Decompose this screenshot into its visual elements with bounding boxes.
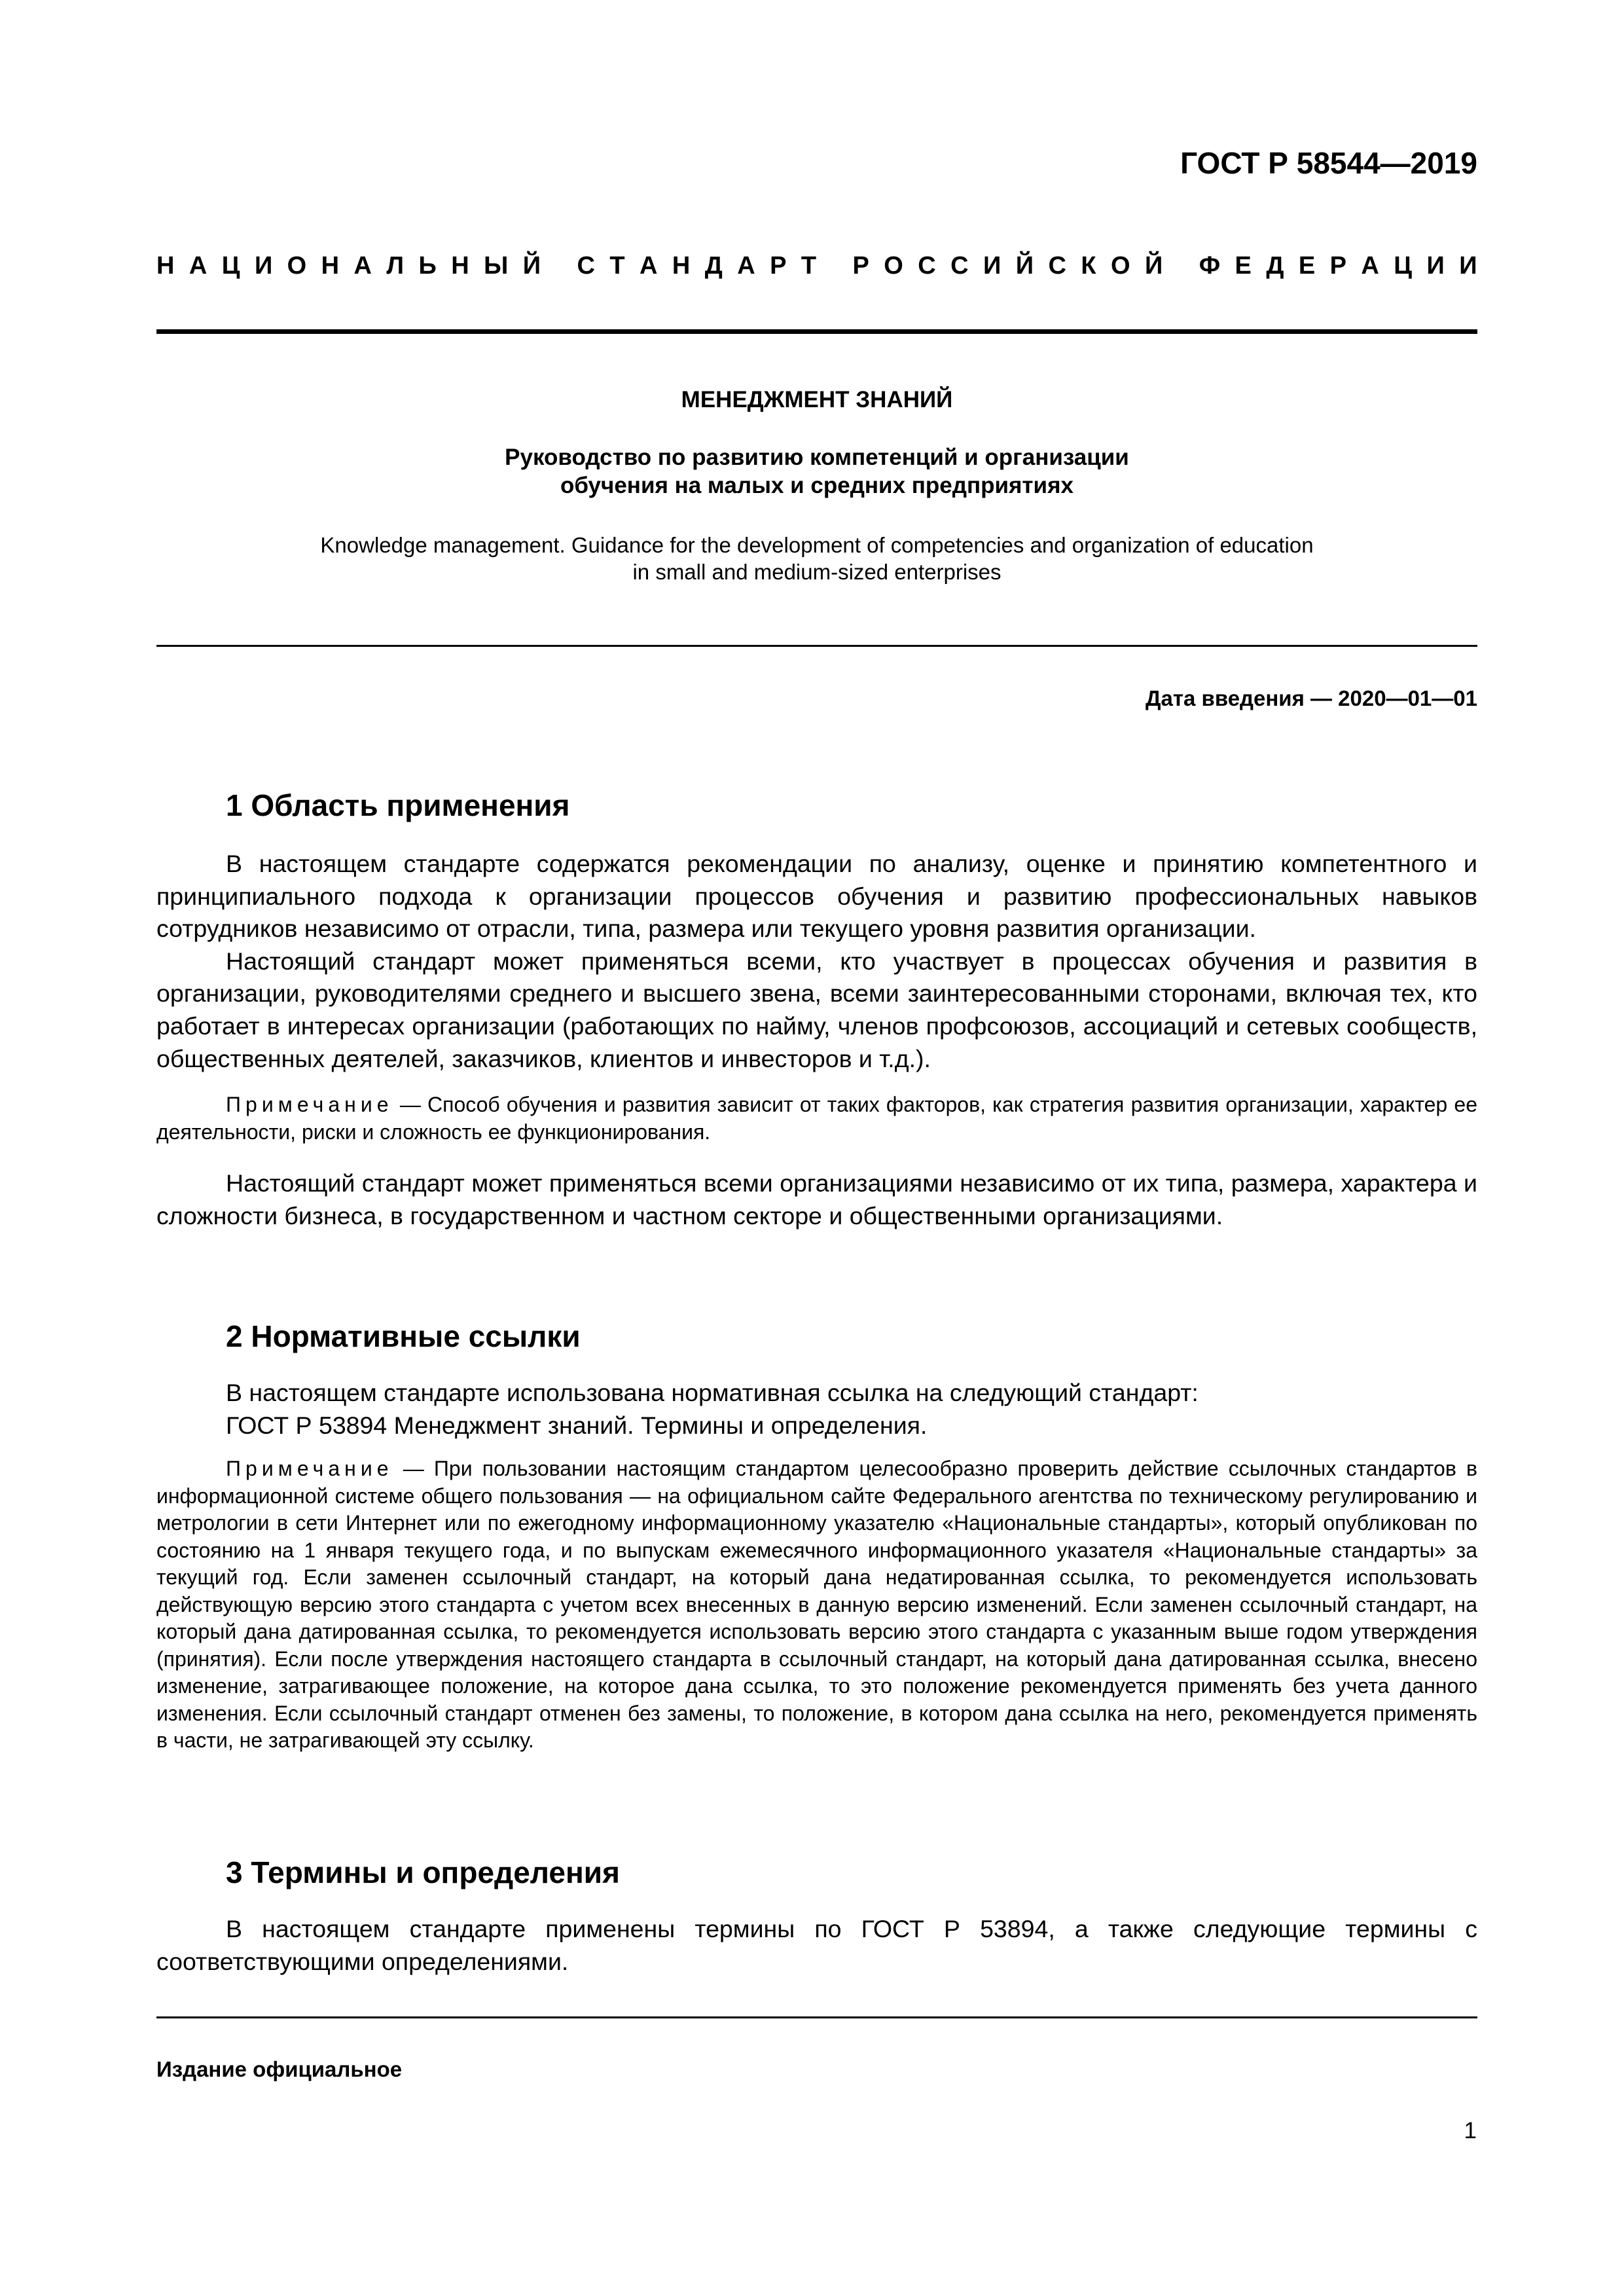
title-letter: И xyxy=(254,252,273,280)
document-number: ГОСТ Р 58544—2019 xyxy=(1180,146,1477,180)
title-letter: А xyxy=(189,252,208,280)
title-letter: Й xyxy=(1015,252,1034,280)
title-letter: Ц xyxy=(221,252,240,280)
section-3-paragraph-1: В настоящем стандарте применены термины по ГОСТ Р 53894, а также следующие термины с соответствующими определениями. xyxy=(156,1915,1477,1975)
title-letter: Д xyxy=(1266,252,1284,280)
title-letter: Н xyxy=(321,252,340,280)
title-letter: Й xyxy=(1144,252,1163,280)
footer-rule xyxy=(156,2016,1477,2018)
section-1-note xyxy=(156,1091,1477,1146)
section-1-paragraph-2: Настоящий стандарт может применяться всеми, кто участвует в процессах обучения и развития в организации, руководителями среднего и высшего звена, всеми заинтересованными сторонами, включая тех, кто работает в интересах организации (работающих по найму, членов профсоюзов, ассоциаций и сетевых сообществ, общественных деятелей, заказчиков, клиентов и инвесторов и т.д.). xyxy=(156,947,1477,1072)
note-label: Примечание xyxy=(226,1457,393,1480)
title-letter: И xyxy=(983,252,1001,280)
title-letter: О xyxy=(884,252,903,280)
page-number: 1 xyxy=(1464,2118,1477,2143)
title-letter: Й xyxy=(522,252,541,280)
title-letter: Т xyxy=(609,252,625,280)
title-letter: Н xyxy=(672,252,691,280)
title-letter: Р xyxy=(770,252,787,280)
section-2-paragraph-1: В настоящем стандарте использована нормативная ссылка на следующий стандарт: xyxy=(226,1379,1199,1406)
title-letter: Ы xyxy=(484,252,509,280)
title-letter: С xyxy=(577,252,595,280)
official-edition-label: Издание официальное xyxy=(156,2057,403,2081)
title-letter: О xyxy=(287,252,307,280)
title-letter: Е xyxy=(1235,252,1252,280)
section-3-heading: 3 Термины и определения xyxy=(226,1855,620,1889)
title-letter: А xyxy=(639,252,658,280)
section-3-body xyxy=(156,1913,1477,1978)
title-space xyxy=(1178,253,1185,278)
title-letter: Ф xyxy=(1199,252,1221,280)
section-1-paragraph-3: Настоящий стандарт может применяться всеми организациями независимо от их типа, размера, характера и сложности бизнеса, в государственном и частном секторе и общественными организациями. xyxy=(156,1169,1477,1230)
title-letter: К xyxy=(1081,252,1096,280)
section-1-body-2 xyxy=(156,1167,1477,1232)
title-letter: С xyxy=(918,252,936,280)
standard-title: МЕНЕДЖМЕНТ ЗНАНИЙ xyxy=(681,387,953,412)
title-letter: С xyxy=(1048,252,1066,280)
title-letter: И xyxy=(1426,252,1445,280)
title-letter: Ь xyxy=(418,252,437,280)
title-space xyxy=(831,253,839,278)
subtitle-en-line-2: in small and medium-sized enterprises xyxy=(632,560,1001,585)
title-letter: Т xyxy=(801,252,817,280)
title-letter: О xyxy=(1110,252,1130,280)
title-letter: Л xyxy=(386,252,405,280)
section-1-body xyxy=(156,848,1477,1075)
title-letter: Н xyxy=(451,252,469,280)
subtitle-ru-line-1: Руководство по развитию компетенций и организации xyxy=(505,445,1129,470)
title-rule xyxy=(156,645,1477,647)
title-letter: А xyxy=(1361,252,1379,280)
section-2-reference: ГОСТ Р 53894 Менеджмент знаний. Термины и определения. xyxy=(226,1411,928,1439)
title-letter: Ц xyxy=(1394,252,1413,280)
standard-subtitle-ru xyxy=(156,444,1477,500)
introduction-date: Дата введения — 2020—01—01 xyxy=(1146,686,1477,710)
header-rule xyxy=(156,329,1477,334)
title-letter: Д xyxy=(704,252,723,280)
title-letter: С xyxy=(950,252,969,280)
title-letter: А xyxy=(353,252,372,280)
title-letter: Е xyxy=(1298,252,1316,280)
standard-subtitle-en xyxy=(156,532,1477,586)
subtitle-ru-line-2: обучения на малых и средних предприятиях xyxy=(560,472,1074,498)
section-2-note xyxy=(156,1455,1477,1755)
title-letter: Р xyxy=(852,252,869,280)
title-letter: Р xyxy=(1329,252,1346,280)
section-1-paragraph-1: В настоящем стандарте содержатся рекомендации по анализу, оценке и принятию компетентного и принципиального подхода к организации процессов обучения и развитию профессиональных навыков сотрудников независимо от отрасли, типа, размера или текущего уровня развития организации. xyxy=(156,850,1477,943)
section-2-body xyxy=(156,1377,1477,1442)
note-text: — При пользовании настоящим стандартом целесообразно проверить действие ссылочных стандартов в информационной системе общего пользования — на официальном сайте Федерального агентства по техническому регулированию и метрологии в сети Интернет или по ежегодному информационному указателю «Национальные стандарты», который опубликован по состоянию на 1 января текущего года, и по выпускам ежемесячного информационного указателя «Национальные стандарты» за текущий год. Если заменен ссылочный стандарт, на который дана недатированная ссылка, то рекомендуется использовать действующую версию этого стандарта с учетом всех внесенных в данную версию изменений. Если заменен ссылочный стандарт, на который дана датированная ссылка, то рекомендуется использовать версию этого стандарта с указанным выше годом утверждения (принятия). Если после утверждения настоящего стандарта в ссылочный стандарт, на который дана датированная ссылка, внесено изменение, затрагивающее положение, на которое дана ссылка, то это положение рекомендуется применять без учета данного изменения. Если ссылочный стандарт отменен без замены, то положение, в котором дана ссылка на него, рекомендуется применять в части, не затрагивающей эту ссылку. xyxy=(156,1457,1477,1752)
note-text: — Способ обучения и развития зависит от таких факторов, как стратегия развития организации, характер ее деятельности, риски и сложность ее функционирования. xyxy=(156,1093,1477,1144)
section-1-heading: 1 Область применения xyxy=(226,788,570,822)
title-space xyxy=(555,253,562,278)
title-letter: А xyxy=(737,252,755,280)
note-label: Примечание xyxy=(226,1093,393,1116)
title-letter: Н xyxy=(156,252,175,280)
national-standard-title xyxy=(156,253,1477,278)
section-2-heading: 2 Нормативные ссылки xyxy=(226,1319,581,1353)
subtitle-en-line-1: Knowledge management. Guidance for the development of competencies and organization of education xyxy=(320,533,1314,557)
title-letter: И xyxy=(1459,252,1477,280)
